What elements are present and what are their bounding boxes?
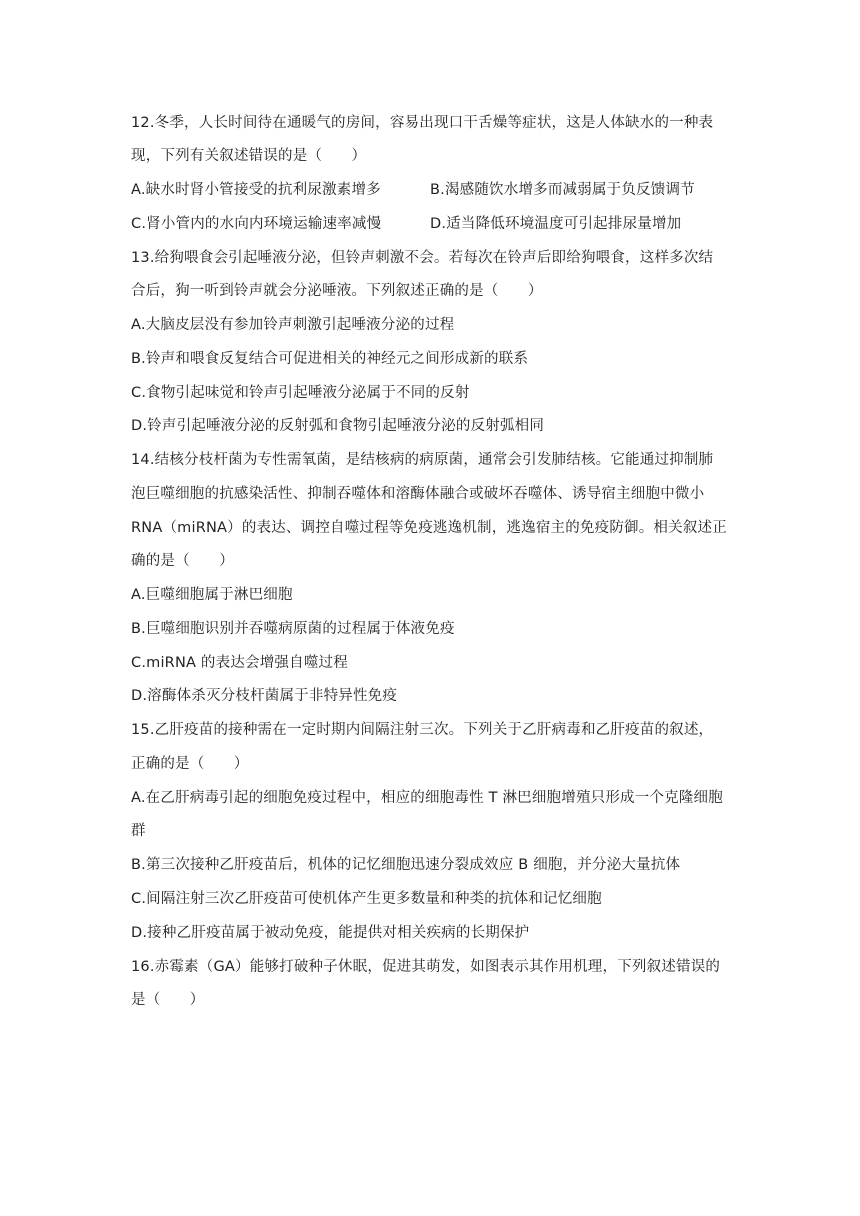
q15-option-a: A.在乙肝病毒引起的细胞免疫过程中，相应的细胞毒性 T 淋巴细胞增殖只形成一个克隆细胞 — [131, 790, 723, 806]
q12-option-c: C.肾小管内的水向内环境运输速率减慢 — [131, 216, 382, 232]
q14-option-d: D.溶酶体杀灭分枝杆菌属于非特异性免疫 — [131, 688, 398, 704]
q12-option-a: A.缺水时肾小管接受的抗利尿激素增多 — [131, 182, 381, 198]
q16-stem-line-2: 是（ ） — [131, 992, 205, 1008]
q15-option-a-cont: 群 — [131, 823, 146, 839]
q13-stem-line-2: 合后，狗一听到铃声就会分泌唾液。下列叙述正确的是（ ） — [131, 283, 543, 299]
q13-option-a: A.大脑皮层没有参加铃声刺激引起唾液分泌的过程 — [131, 317, 455, 333]
q15-option-d: D.接种乙肝疫苗属于被动免疫，能提供对相关疾病的长期保护 — [131, 925, 530, 941]
q15-stem-line-1: 15.乙肝疫苗的接种需在一定时期内间隔注射三次。下列关于乙肝病毒和乙肝疫苗的叙述， — [131, 722, 714, 738]
q15-stem-line-2: 正确的是（ ） — [131, 756, 249, 772]
q14-stem-line-1: 14.结核分枝杆菌为专性需氧菌，是结核病的病原菌，通常会引发肺结核。它能通过抑制肺 — [131, 452, 714, 468]
q14-stem-line-2: 泡巨噬细胞的抗感染活性、抑制吞噬体和溶酶体融合或破坏吞噬体、诱导宿主细胞中微小 — [131, 486, 705, 502]
q14-option-a: A.巨噬细胞属于淋巴细胞 — [131, 587, 293, 603]
q14-option-b: B.巨噬细胞识别并吞噬病原菌的过程属于体液免疫 — [131, 621, 455, 637]
q15-option-b: B.第三次接种乙肝疫苗后，机体的记忆细胞迅速分裂成效应 B 细胞，并分泌大量抗体 — [131, 857, 681, 873]
q13-option-c: C.食物引起味觉和铃声引起唾液分泌属于不同的反射 — [131, 385, 470, 401]
q13-option-d: D.铃声引起唾液分泌的反射弧和食物引起唾液分泌的反射弧相同 — [131, 418, 545, 434]
q12-option-d: D.适当降低环境温度可引起排尿量增加 — [430, 216, 682, 232]
q13-option-b: B.铃声和喂食反复结合可促进相关的神经元之间形成新的联系 — [131, 351, 529, 367]
q16-stem-line-1: 16.赤霉素（GA）能够打破种子休眠，促进其萌发，如图表示其作用机理，下列叙述错误的 — [131, 959, 721, 975]
q12-stem-line-2: 现，下列有关叙述错误的是（ ） — [131, 148, 367, 164]
q14-stem-line-3: RNA（miRNA）的表达、调控自噬过程等免疫逃逸机制，逃逸宿主的免疫防御。相关叙述正 — [131, 520, 727, 536]
q14-stem-line-4: 确的是（ ） — [131, 553, 234, 569]
q12-stem-line-1: 12.冬季，人长时间待在通暖气的房间，容易出现口干舌燥等症状，这是人体缺水的一种表 — [131, 115, 714, 131]
q15-option-c: C.间隔注射三次乙肝疫苗可使机体产生更多数量和种类的抗体和记忆细胞 — [131, 891, 602, 907]
q12-option-b: B.渴感随饮水增多而减弱属于负反馈调节 — [430, 182, 695, 198]
q14-option-c: C.miRNA 的表达会增强自噬过程 — [131, 655, 348, 671]
q13-stem-line-1: 13.给狗喂食会引起唾液分泌，但铃声刺激不会。若每次在铃声后即给狗喂食，这样多次结 — [131, 250, 714, 266]
